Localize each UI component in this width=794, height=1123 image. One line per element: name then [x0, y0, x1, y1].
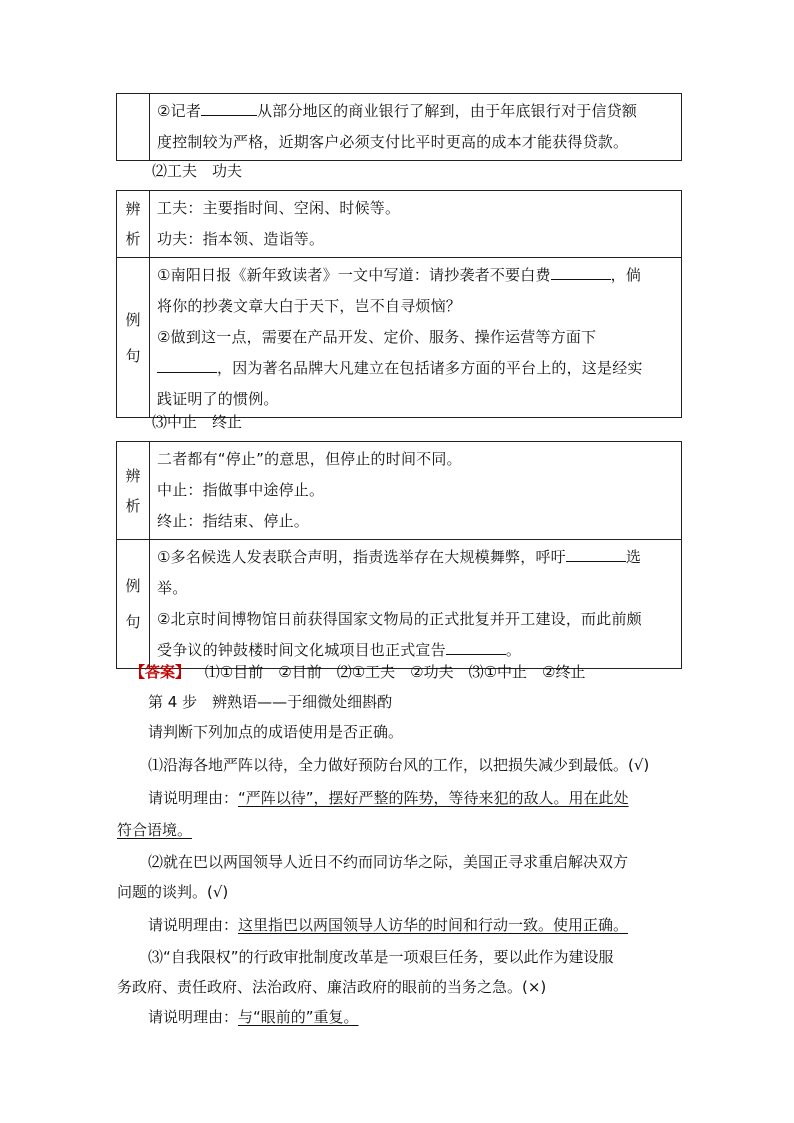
- fill-blank: [446, 640, 506, 655]
- reason-1-cont: 符合语境。: [117, 821, 193, 839]
- text-line: 终止：指结束、停止。: [157, 512, 310, 530]
- question-3: ⑶“自我限权”的行政审批制度改革是一项艰巨任务，要以此作为建设服: [148, 948, 614, 966]
- table-section-2: [116, 190, 682, 418]
- table-continued: [116, 93, 682, 161]
- section-heading: ⑶中止 终止: [152, 413, 243, 431]
- answer-label: 【答案】: [130, 663, 191, 681]
- side-label-analysis: 辨 析: [117, 191, 150, 258]
- question-2: ⑵就在巴以两国领导人近日不约而同访华之际，美国正寻求重启解决双方: [148, 853, 629, 871]
- side-cell-empty: [117, 94, 150, 161]
- question-1: ⑴沿海各地严阵以待，全力做好预防台风的工作，以把损失减少到最低。(√): [148, 756, 650, 774]
- example-cell: [150, 258, 682, 418]
- text-line: ①多名候选人发表联合声明，指责选举存在大规模舞弊，呼吁 选: [157, 548, 642, 566]
- instruction: 请判断下列加点的成语使用是否正确。: [148, 723, 404, 741]
- fill-blank: [157, 358, 217, 373]
- text-line: ②做到这一点，需要在产品开发、定价、服务、操作运营等方面下: [157, 328, 597, 346]
- text-line: ②北京时间博物馆日前获得国家文物局的正式批复并开工建设，而此前颇: [157, 610, 642, 628]
- side-label-analysis: 辨 析: [117, 442, 150, 540]
- side-label-example: 例 句: [117, 258, 150, 418]
- answer-line: [130, 660, 696, 684]
- reason-3: 请说明理由：与“眼前的”重复。: [148, 1008, 359, 1026]
- table-section-3: [116, 441, 682, 669]
- question-2-cont: 问题的谈判。(√): [117, 883, 229, 901]
- section-heading: ⑵工夫 功夫: [152, 162, 243, 180]
- text-line: 受争议的钟鼓楼时间文化城项目也正式宣告 。: [157, 641, 522, 659]
- analysis-cell: [150, 442, 682, 540]
- side-label-example: 例 句: [117, 540, 150, 669]
- text-line: 度控制较为严格，近期客户必须支付比平时更高的成本才能获得贷款。: [157, 133, 629, 151]
- fill-blank: [551, 265, 611, 280]
- text-line: 将你的抄袭文章大白于天下，岂不自寻烦恼？: [157, 297, 462, 315]
- example-text: 从部分地区的商业银行了解到，由于年底银行对于信贷额: [257, 102, 638, 120]
- step-title: 第 4 步 辨熟语——于细微处细斟酌: [148, 693, 393, 711]
- text-line: 功夫：指本领、造诣等。: [157, 230, 325, 248]
- question-3-cont: 务政府、责任政府、法治政府、廉洁政府的眼前的当务之急。(×): [117, 978, 547, 996]
- reason-2: 请说明理由：这里指巴以两国领导人访华的时间和行动一致。使用正确。: [148, 916, 629, 934]
- text-line: 中止：指做事中途停止。: [157, 481, 325, 499]
- text-line: 举。: [157, 579, 188, 597]
- answer-text: ⑴①目前 ②日前 ⑵①工夫 ②功夫 ⑶①中止 ②终止: [204, 663, 586, 681]
- text-line: 践证明了的惯例。: [157, 390, 279, 408]
- table-body-cell: [150, 94, 682, 161]
- text-line: 二者都有“停止”的意思，但停止的时间不同。: [157, 450, 462, 468]
- fill-blank: [201, 101, 257, 116]
- text-line: ①南阳日报《新年致读者》一文中写道：请抄袭者不要白费 ，倘: [157, 266, 642, 284]
- analysis-cell: [150, 191, 682, 258]
- text-line: ，因为著名品牌大凡建立在包括诸多方面的平台上的，这是经实: [157, 353, 675, 384]
- example-cell: [150, 540, 682, 669]
- reason-1: 请说明理由：“严阵以待”，摆好严整的阵势，等待来犯的敌人。用在此处: [148, 789, 629, 807]
- example-prefix: ②记者: [157, 102, 202, 120]
- text-line: 工夫：主要指时间、空闲、时候等。: [157, 199, 401, 217]
- text-line: [157, 96, 675, 127]
- fill-blank: [566, 547, 626, 562]
